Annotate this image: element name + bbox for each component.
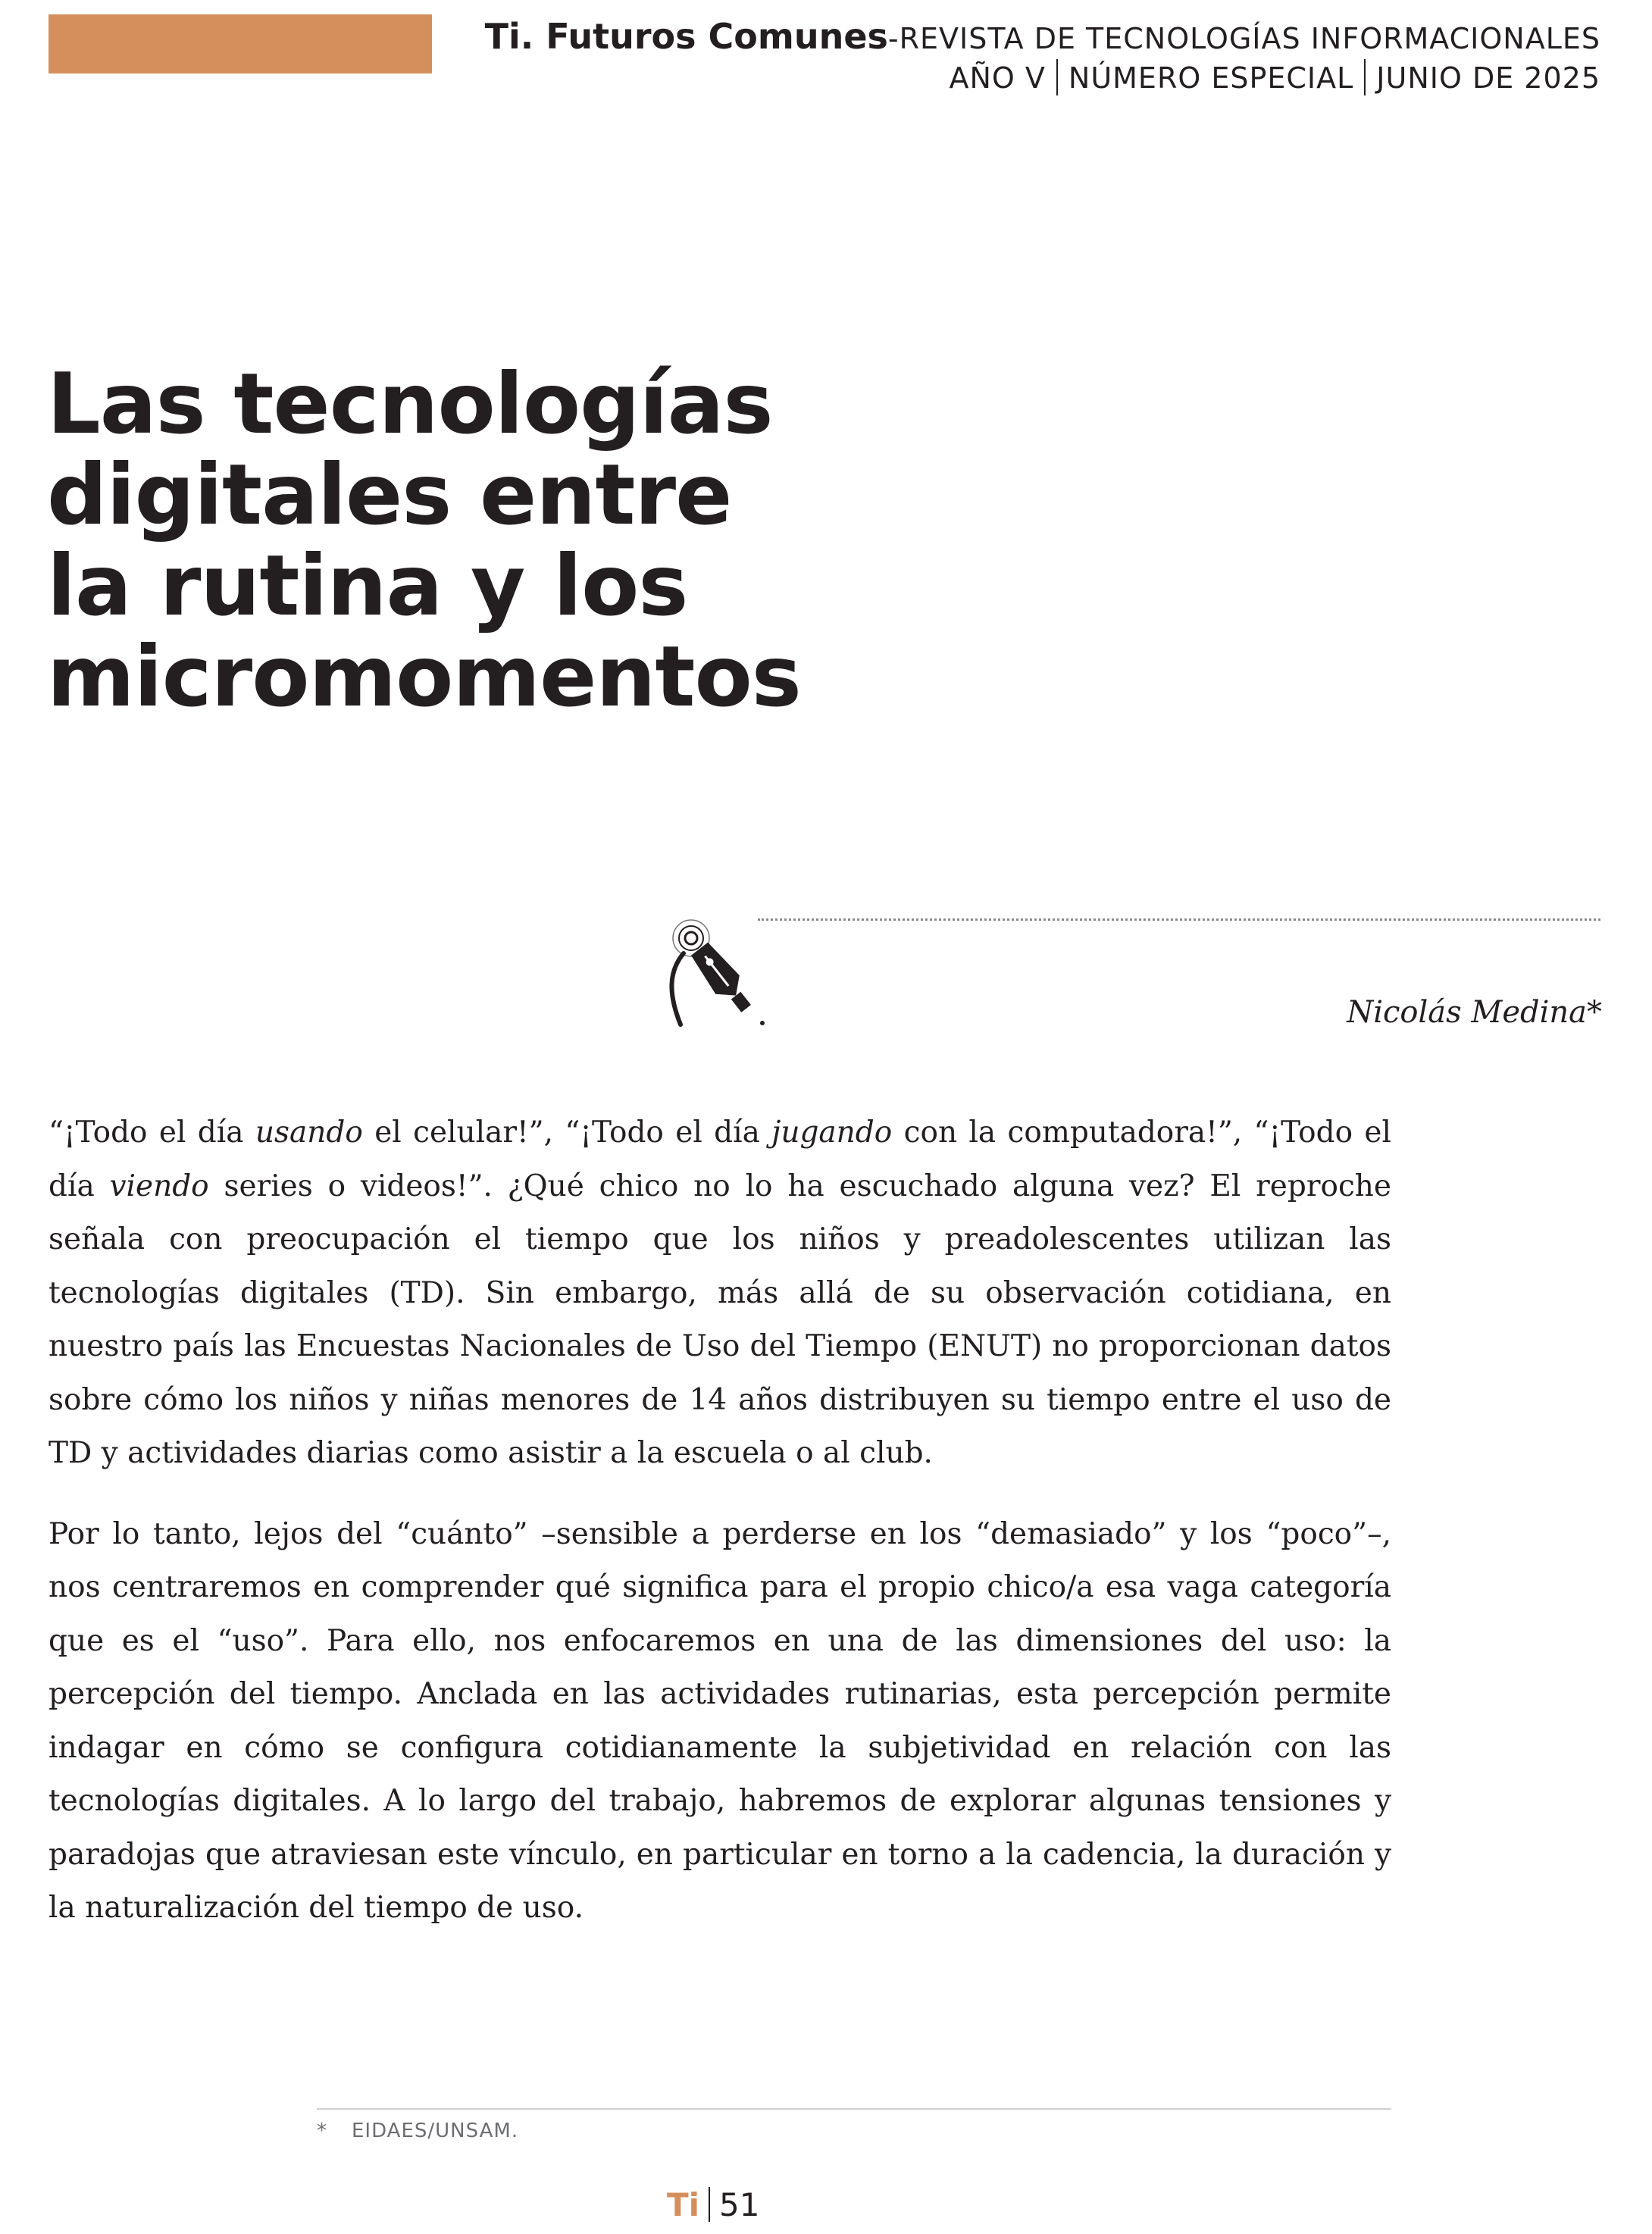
issue-date: JUNIO DE 2025 [1376,61,1600,95]
folio-brand: Ti [667,2186,700,2223]
paragraph-text: Por lo tanto, lejos del “cuánto” –sensible a perderse en los “demasiado” y los “poco”–, nos centraremos en comprender qué significa para el propio chico/a esa vaga categoría que es el “uso”. Para ello, nos enfocaremos en una de las dimensiones del uso: la percepción del tiempo. Anclada en las actividades rutinarias, esta percepción permite indagar en cómo se configura cotidianamente la subjetividad en relación con las tecnologías digitales. A lo largo del trabajo, habremos de explorar algunas tensiones y paradojas que atraviesan este vínculo, en particular en torno a la cadencia, la duración y la naturalización del tiempo de uso. [48,1516,1391,1925]
emphasized-word: usando [255,1115,363,1150]
fountain-pen-nib-icon [653,918,774,1032]
body-paragraph [48,1508,1391,1935]
issue-separator [1056,59,1058,95]
title-line: Las tecnologías [47,355,773,453]
header-accent-bar [48,14,432,74]
author-name: Nicolás Medina* [1347,995,1602,1030]
paragraph-text: con la computadora!”, “¡Todo el día [48,1115,1391,1203]
folio-separator [709,2187,710,2222]
issue-separator [1364,59,1366,95]
journal-brand: Ti. Futuros Comunes [484,16,888,57]
page-folio [667,2184,760,2226]
issue-year: AÑO V [949,61,1046,95]
article-body [48,1106,1391,1963]
author-divider [758,918,1600,921]
paragraph-text: series o videos!”. ¿Qué chico no lo ha escuchado alguna vez? El reproche señala con preocupación el tiempo que los niños y preadolescentes utilizan las tecnologías digitales (TD). Sin embargo, más allá de su observación cotidiana, en nuestro país las Encuestas Nacionales de Uso del Tiempo (ENUT) no proporcionan datos sobre cómo los niños y niñas menores de 14 años distribuyen su tiempo entre el uso de TD y actividades diarias como asistir a la escuela o al club. [48,1169,1391,1470]
journal-subtitle: -REVISTA DE TECNOLOGÍAS INFORMACIONALES [887,22,1600,55]
body-paragraph [48,1106,1391,1481]
masthead-title [485,17,1600,58]
footnote-divider [317,2108,1391,2110]
page-number: 51 [719,2186,760,2223]
issue-info [485,58,1600,98]
emphasized-word: viendo [109,1169,209,1203]
footnote-mark: * [317,2120,327,2142]
footnote-text: EIDAES/UNSAM. [352,2120,519,2142]
paragraph-text: el celular!”, “¡Todo el día [362,1115,772,1150]
article-title [47,355,881,726]
emphasized-word: jugando [771,1115,893,1150]
title-line: la rutina y los [47,537,688,635]
masthead [485,17,1600,98]
issue-number: NÚMERO ESPECIAL [1068,61,1354,95]
paragraph-text: “¡Todo el día [48,1115,255,1150]
title-line: digitales entre [47,446,732,544]
title-line: micromomentos [47,628,801,726]
footnote [317,2116,518,2146]
